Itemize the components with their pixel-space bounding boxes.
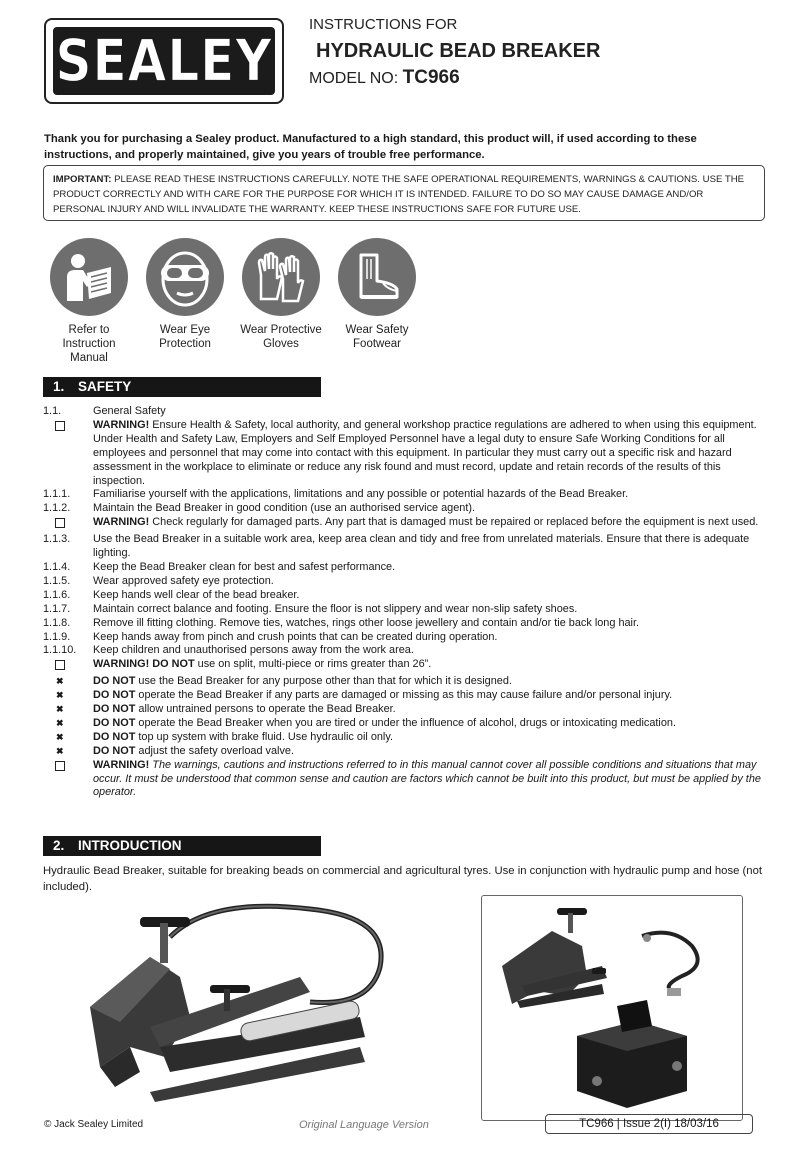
item-text (93, 561, 763, 575)
manual-icon (50, 238, 128, 316)
instructions-for-label: INSTRUCTIONS FOR (309, 16, 458, 33)
section-2-header (43, 836, 321, 856)
item-text (93, 502, 763, 516)
item-body: top up system with brake fluid. Use hydraulic oil only. (135, 730, 394, 743)
item-body: Use the Bead Breaker in a suitable work area, keep area clean and tidy and free from unrelated materials. Ensure that there is adequate lighting. (93, 533, 750, 560)
item-text (93, 603, 763, 617)
checkbox-bullet-icon (43, 759, 93, 801)
important-label: IMPORTANT: (53, 174, 112, 185)
safety-item (43, 405, 763, 419)
safety-icon-boot (334, 238, 420, 351)
item-emphasis: DO NOT (93, 730, 136, 743)
item-emphasis: DO NOT (93, 744, 136, 757)
safety-item (43, 516, 763, 533)
cross-bullet-icon: ✖ (56, 676, 64, 687)
item-body: Remove ill fitting clothing. Remove ties, watches, rings other loose jewellery and contain and/or tie back long hair. (93, 616, 640, 629)
section-1-header (43, 377, 321, 397)
brand-name: SEALEY (55, 27, 273, 95)
section-number: 2. (53, 838, 65, 853)
item-text (93, 703, 763, 717)
item-text (93, 745, 763, 759)
item-emphasis: WARNING! (93, 758, 150, 771)
safety-item (43, 745, 763, 759)
safety-icon-manual (46, 238, 132, 365)
item-text (93, 419, 763, 489)
safety-item (43, 502, 763, 516)
item-number: 1.1.6. (43, 588, 71, 601)
item-body: Maintain the Bead Breaker in good condition (use an authorised service agent). (93, 502, 476, 515)
item-text (93, 644, 763, 658)
item-body: Wear approved safety eye protection. (93, 574, 274, 587)
item-emphasis: WARNING! (93, 516, 150, 529)
safety-item (43, 419, 763, 489)
item-text (93, 731, 763, 745)
model-number: TC966 (402, 67, 460, 88)
sealey-logo (44, 18, 284, 104)
cross-bullet-icon: ✖ (56, 690, 64, 701)
item-number: 1.1.2. (43, 502, 71, 515)
item-text (93, 631, 763, 645)
safety-item (43, 658, 763, 675)
checkbox-bullet-icon (43, 419, 93, 489)
cross-bullet-icon: ✖ (56, 704, 64, 715)
safety-item (43, 533, 763, 561)
safety-item (43, 488, 763, 502)
item-body: Maintain correct balance and footing. Ensure the floor is not slippery and wear non-slip safety shoes. (93, 602, 578, 615)
safety-icons (46, 238, 426, 368)
item-text (93, 675, 763, 689)
safety-item (43, 731, 763, 745)
safety-item (43, 617, 763, 631)
safety-icon-label: Wear Safety Footwear (345, 324, 409, 350)
item-body: General Safety (93, 405, 166, 417)
item-text (93, 533, 763, 561)
item-text (93, 759, 763, 801)
safety-item (43, 589, 763, 603)
cross-bullet-icon: ✖ (56, 731, 64, 742)
item-text (93, 405, 763, 419)
section-title: SAFETY (78, 379, 132, 394)
intro-text: Thank you for purchasing a Sealey product. Manufactured to a high standard, this product will, if used according to these instructions, and properly maintained, give you years of trouble free performance. (44, 133, 697, 161)
item-number: 1.1.7. (43, 602, 71, 615)
boot-icon (338, 238, 416, 316)
item-number: 1.1.8. (43, 616, 71, 629)
item-text (93, 575, 763, 589)
cross-bullet-icon: ✖ (56, 717, 64, 728)
item-body: Ensure Health & Safety, local authority, and general workshop practice regulations are adhered to when using this equipment. Under Health and Safety Law, Employers and Self Employed Personnel have a legal duty to ensure Safe Working Conditions for all employees and personnel that may come into contact with this equipment. In particular they must carry out a specific risk and hazard assessment in the workplace to eliminate or reduce any risk found and must record, update and retain records of the results of this inspection. (93, 418, 757, 487)
section-number: 1. (53, 379, 65, 394)
safety-item (43, 703, 763, 717)
safety-icon-gloves (238, 238, 324, 351)
item-text (93, 488, 763, 502)
item-emphasis: DO NOT (93, 675, 136, 688)
safety-icon-label: Wear Eye Protection (159, 324, 211, 350)
item-number: 1.1.4. (43, 560, 71, 573)
introduction-text: Hydraulic Bead Breaker, suitable for breaking beads on commercial and agricultural tyres. Use in conjunction with hydraulic pump and hose (not included). (43, 865, 762, 893)
checkbox-bullet-icon (43, 516, 93, 533)
important-notice (43, 165, 765, 221)
checkbox-bullet-icon (43, 658, 93, 675)
safety-list (43, 405, 763, 800)
item-emphasis: WARNING! (93, 418, 150, 431)
footer-issue: TC966 | Issue 2(I) 18/03/16 (545, 1114, 753, 1134)
safety-icon-label: Refer to Instruction Manual (62, 324, 116, 364)
item-text (93, 689, 763, 703)
safety-item (43, 575, 763, 589)
safety-item (43, 603, 763, 617)
item-text (93, 717, 763, 731)
item-body: use the Bead Breaker for any purpose other than that for which it is designed. (135, 675, 512, 688)
item-number: 1.1.1. (43, 488, 71, 501)
goggles-icon (146, 238, 224, 316)
item-body: adjust the safety overload valve. (135, 744, 294, 757)
bead-breaker-image (60, 897, 440, 1105)
item-body: use on split, multi-piece or rims greater than 26”. (194, 658, 432, 671)
item-body: Familiarise yourself with the applications, limitations and any possible or potential hazards of the Bead Breaker. (93, 488, 629, 501)
item-body: Check regularly for damaged parts. Any part that is damaged must be repaired or replaced before the equipment is next used. (149, 516, 759, 529)
cross-bullet-icon: ✖ (56, 745, 64, 756)
safety-item (43, 759, 763, 801)
safety-item (43, 689, 763, 703)
item-body: operate the Bead Breaker if any parts are damaged or missing as this may cause failure and/or personal injury. (135, 689, 673, 702)
item-body: Keep the Bead Breaker clean for best and safest performance. (93, 560, 396, 573)
safety-item (43, 561, 763, 575)
item-body: operate the Bead Breaker when you are tired or under the influence of alcohol, drugs or intoxicating medication. (135, 716, 676, 729)
important-text: PLEASE READ THESE INSTRUCTIONS CAREFULLY. NOTE THE SAFE OPERATIONAL REQUIREMENTS, WARNINGS & CAUTIONS. USE THE PRODUCT CORRECTLY AND WITH CARE FOR THE PURPOSE FOR WHICH IT IS INTENDED. FAILURE TO DO SO MAY CAUSE DAMAGE AND/OR PERSONAL INJURY AND WILL INVALIDATE THE WARRANTY. KEEP THESE INSTRUCTIONS SAFE FOR FUTURE USE. (53, 174, 745, 215)
item-text (93, 589, 763, 603)
product-title: HYDRAULIC BEAD BREAKER (316, 40, 601, 62)
item-body: Keep children and unauthorised persons away from the work area. (93, 644, 414, 657)
item-number: 1.1.10. (43, 644, 77, 657)
footer-copyright: © Jack Sealey Limited (44, 1119, 144, 1130)
model-label: MODEL NO: (309, 70, 399, 87)
item-body: Keep hands away from pinch and crush points that can be created during operation. (93, 630, 498, 643)
safety-icon-label: Wear Protective Gloves (240, 324, 322, 350)
item-emphasis: DO NOT (93, 716, 136, 729)
safety-icon-goggles (142, 238, 228, 351)
kit-image (481, 895, 743, 1121)
item-emphasis: WARNING! DO NOT (93, 658, 195, 671)
model-line (309, 67, 460, 89)
safety-item (43, 675, 763, 689)
item-text (93, 516, 763, 533)
item-body: Keep hands well clear of the bead breaker. (93, 588, 300, 601)
safety-item (43, 644, 763, 658)
safety-item (43, 631, 763, 645)
item-number: 1.1.3. (43, 533, 71, 546)
item-emphasis: DO NOT (93, 703, 136, 716)
item-number: 1.1.5. (43, 574, 71, 587)
item-text (93, 658, 763, 675)
item-emphasis: DO NOT (93, 689, 136, 702)
safety-item (43, 717, 763, 731)
item-number: 1.1. (43, 405, 62, 417)
item-number: 1.1.9. (43, 630, 71, 643)
section-title: INTRODUCTION (78, 838, 182, 853)
gloves-icon (242, 238, 320, 316)
item-body: The warnings, cautions and instructions referred to in this manual cannot cover all possible conditions and situations that may occur. It must be understood that common sense and caution are factors which cannot be built into this product, but must be applied by the operator. (93, 758, 761, 799)
item-text (93, 617, 763, 631)
item-body: allow untrained persons to operate the Bead Breaker. (135, 703, 396, 716)
footer-language: Original Language Version (299, 1119, 429, 1131)
